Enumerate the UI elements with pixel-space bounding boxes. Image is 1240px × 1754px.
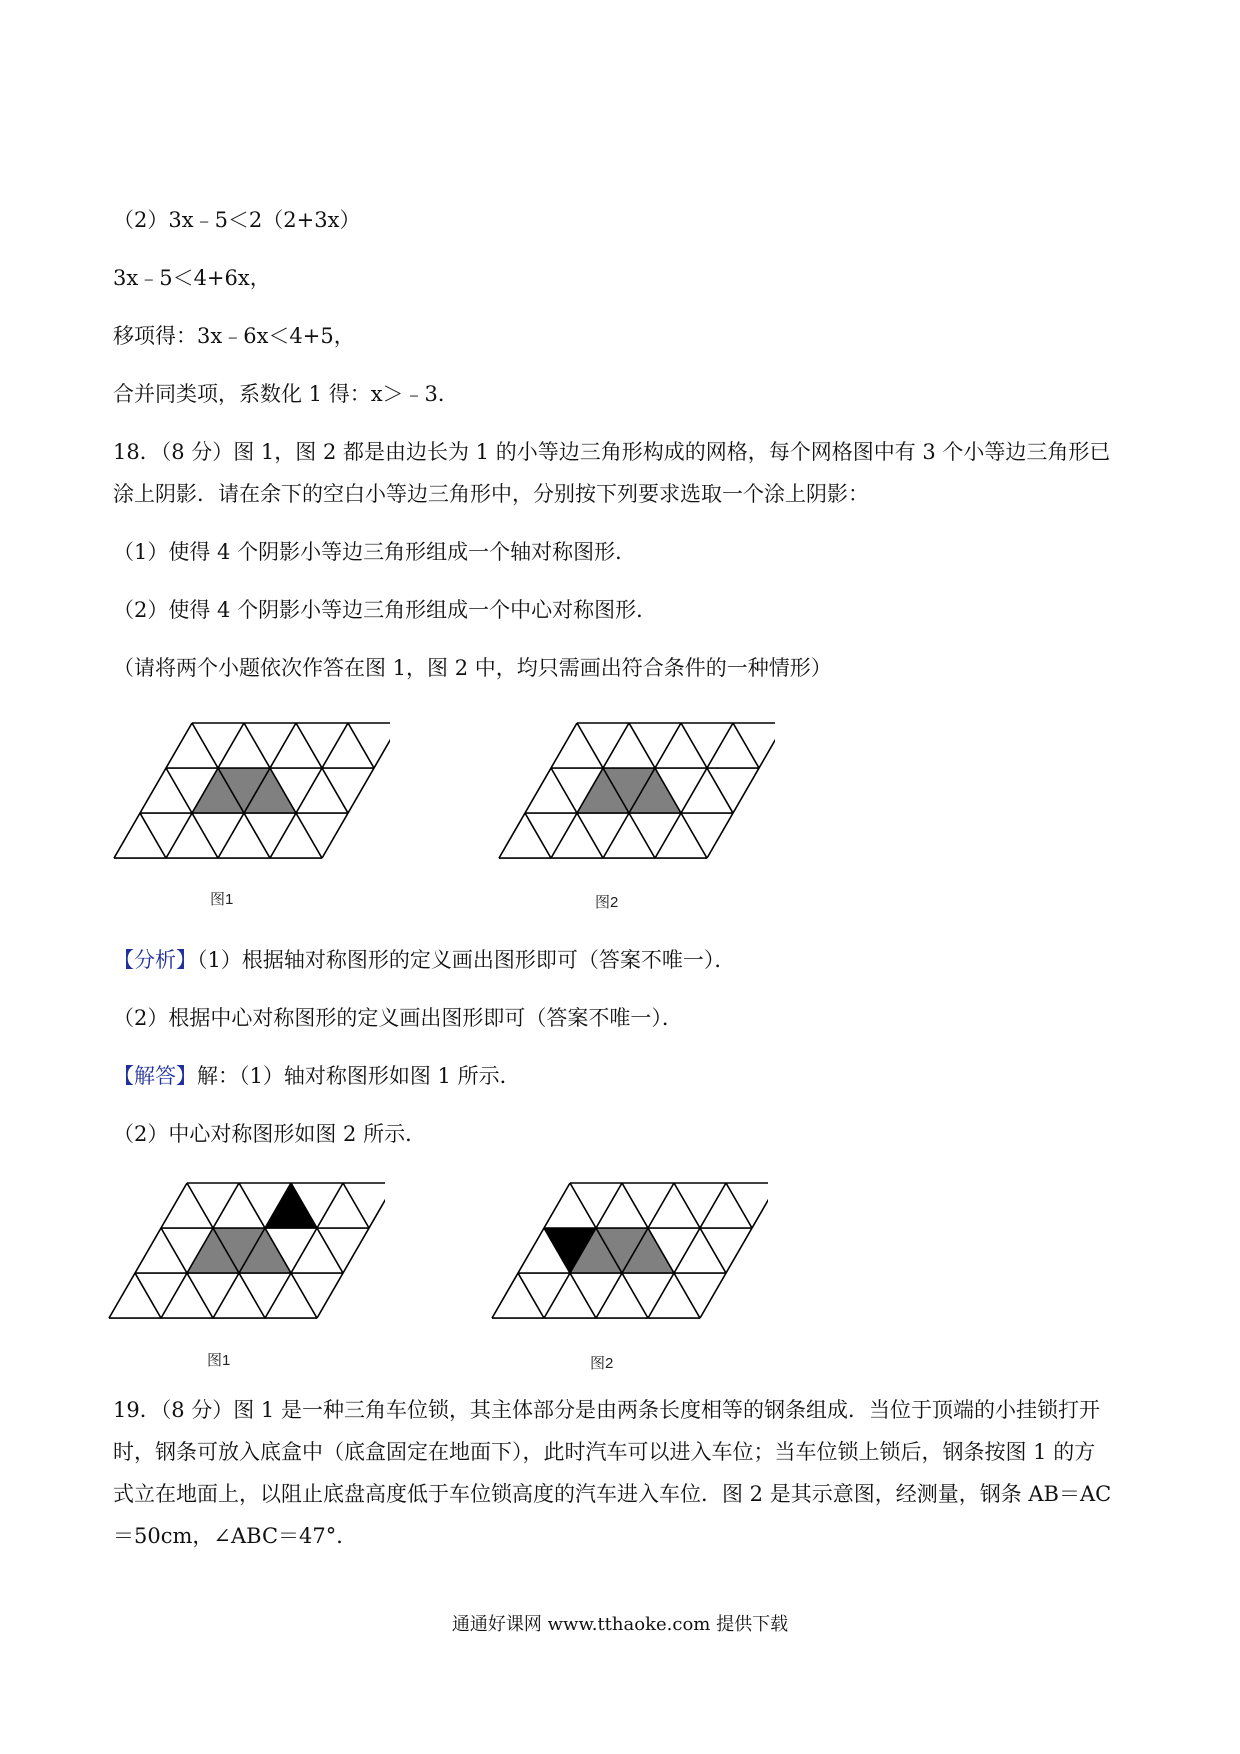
grid-line	[135, 1273, 161, 1318]
q18-stem-line-1: 18．（8 分）图 1，图 2 都是由边长为 1 的小等边三角形构成的网格，每个网格图中有 3 个小等边三角形已	[113, 440, 1111, 464]
q19-line-3: 式立在地面上，以阻止底盘高度低于车位锁高度的汽车进入车位．图 2 是其示意图，经测量，钢条 AB＝AC	[113, 1482, 1112, 1506]
grid-line	[317, 1183, 385, 1318]
q19-line-2: 时，钢条可放入底盒中（底盒固定在地面下），此时汽车可以进入车位；当车位锁上锁后，钢条按图 1 的方	[113, 1440, 1096, 1464]
q18-requirement-1: （1）使得 4 个阴影小等边三角形组成一个轴对称图形．	[113, 540, 637, 564]
analysis-line-1	[113, 945, 735, 975]
fig2-shaded	[577, 768, 681, 813]
analysis-tag: 【分析】	[113, 948, 197, 972]
answer-figure-2	[488, 1180, 768, 1340]
question-figure-2	[495, 720, 775, 880]
grid-line	[348, 723, 374, 768]
dark-triangle	[265, 1183, 317, 1228]
figure-2-caption: 图2	[595, 894, 619, 911]
grid-line	[726, 1183, 752, 1228]
q18-requirement-2: （2）使得 4 个阴影小等边三角形组成一个中心对称图形．	[113, 598, 658, 622]
grid-line	[733, 723, 759, 768]
grid-line	[343, 1183, 369, 1228]
grid-line	[109, 1183, 187, 1318]
answer-figure-1	[105, 1180, 385, 1340]
page-footer: 通通好课网 www.tthaoke.com 提供下载	[451, 1614, 789, 1635]
ans1-shaded	[187, 1228, 291, 1273]
step-line-1: （2）3x﹣5＜2（2+3x）	[113, 208, 361, 232]
q18-note: （请将两个小题依次作答在图 1，图 2 中，均只需画出符合条件的一种情形）	[113, 656, 832, 680]
analysis-text-1: （1）根据轴对称图形的定义画出图形即可（答案不唯一）．	[197, 948, 736, 972]
step-line-2: 3x﹣5＜4+6x，	[113, 266, 271, 290]
grid-line	[518, 1273, 544, 1318]
grid-line	[499, 723, 577, 858]
ans1-dark	[265, 1183, 317, 1228]
grid-line	[114, 723, 192, 858]
figure-1-caption: 图1	[210, 891, 234, 908]
answer-text-1: 解：（1）轴对称图形如图 1 所示．	[197, 1064, 521, 1088]
answer-figure-2-caption: 图2	[590, 1355, 614, 1372]
answer-line-2: （2）中心对称图形如图 2 所示．	[113, 1122, 427, 1146]
q18-stem-line-2: 涂上阴影．请在余下的空白小等边三角形中，分别按下列要求选取一个涂上阴影：	[113, 482, 869, 506]
grid-line	[700, 1183, 768, 1318]
grid-line	[322, 723, 390, 858]
grid-line	[140, 813, 166, 858]
step-line-4: 合并同类项，系数化 1 得：x＞﹣3．	[113, 382, 459, 406]
fig1-shaded	[192, 768, 296, 813]
q19-line-1: 19．（8 分）图 1 是一种三角车位锁，其主体部分是由两条长度相等的钢条组成．当位于顶端的小挂锁打开	[113, 1398, 1100, 1422]
grid-line	[707, 723, 775, 858]
q19-line-4: ＝50cm，∠ABC＝47°．	[113, 1524, 358, 1548]
analysis-line-2: （2）根据中心对称图形的定义画出图形即可（答案不唯一）．	[113, 1006, 683, 1030]
answer-line-1	[113, 1061, 521, 1091]
step-line-3: 移项得：3x﹣6x＜4+5，	[113, 324, 355, 348]
grid-line	[525, 813, 551, 858]
question-figure-1	[110, 720, 390, 880]
answer-figure-1-caption: 图1	[207, 1352, 231, 1369]
answer-tag: 【解答】	[113, 1064, 197, 1088]
